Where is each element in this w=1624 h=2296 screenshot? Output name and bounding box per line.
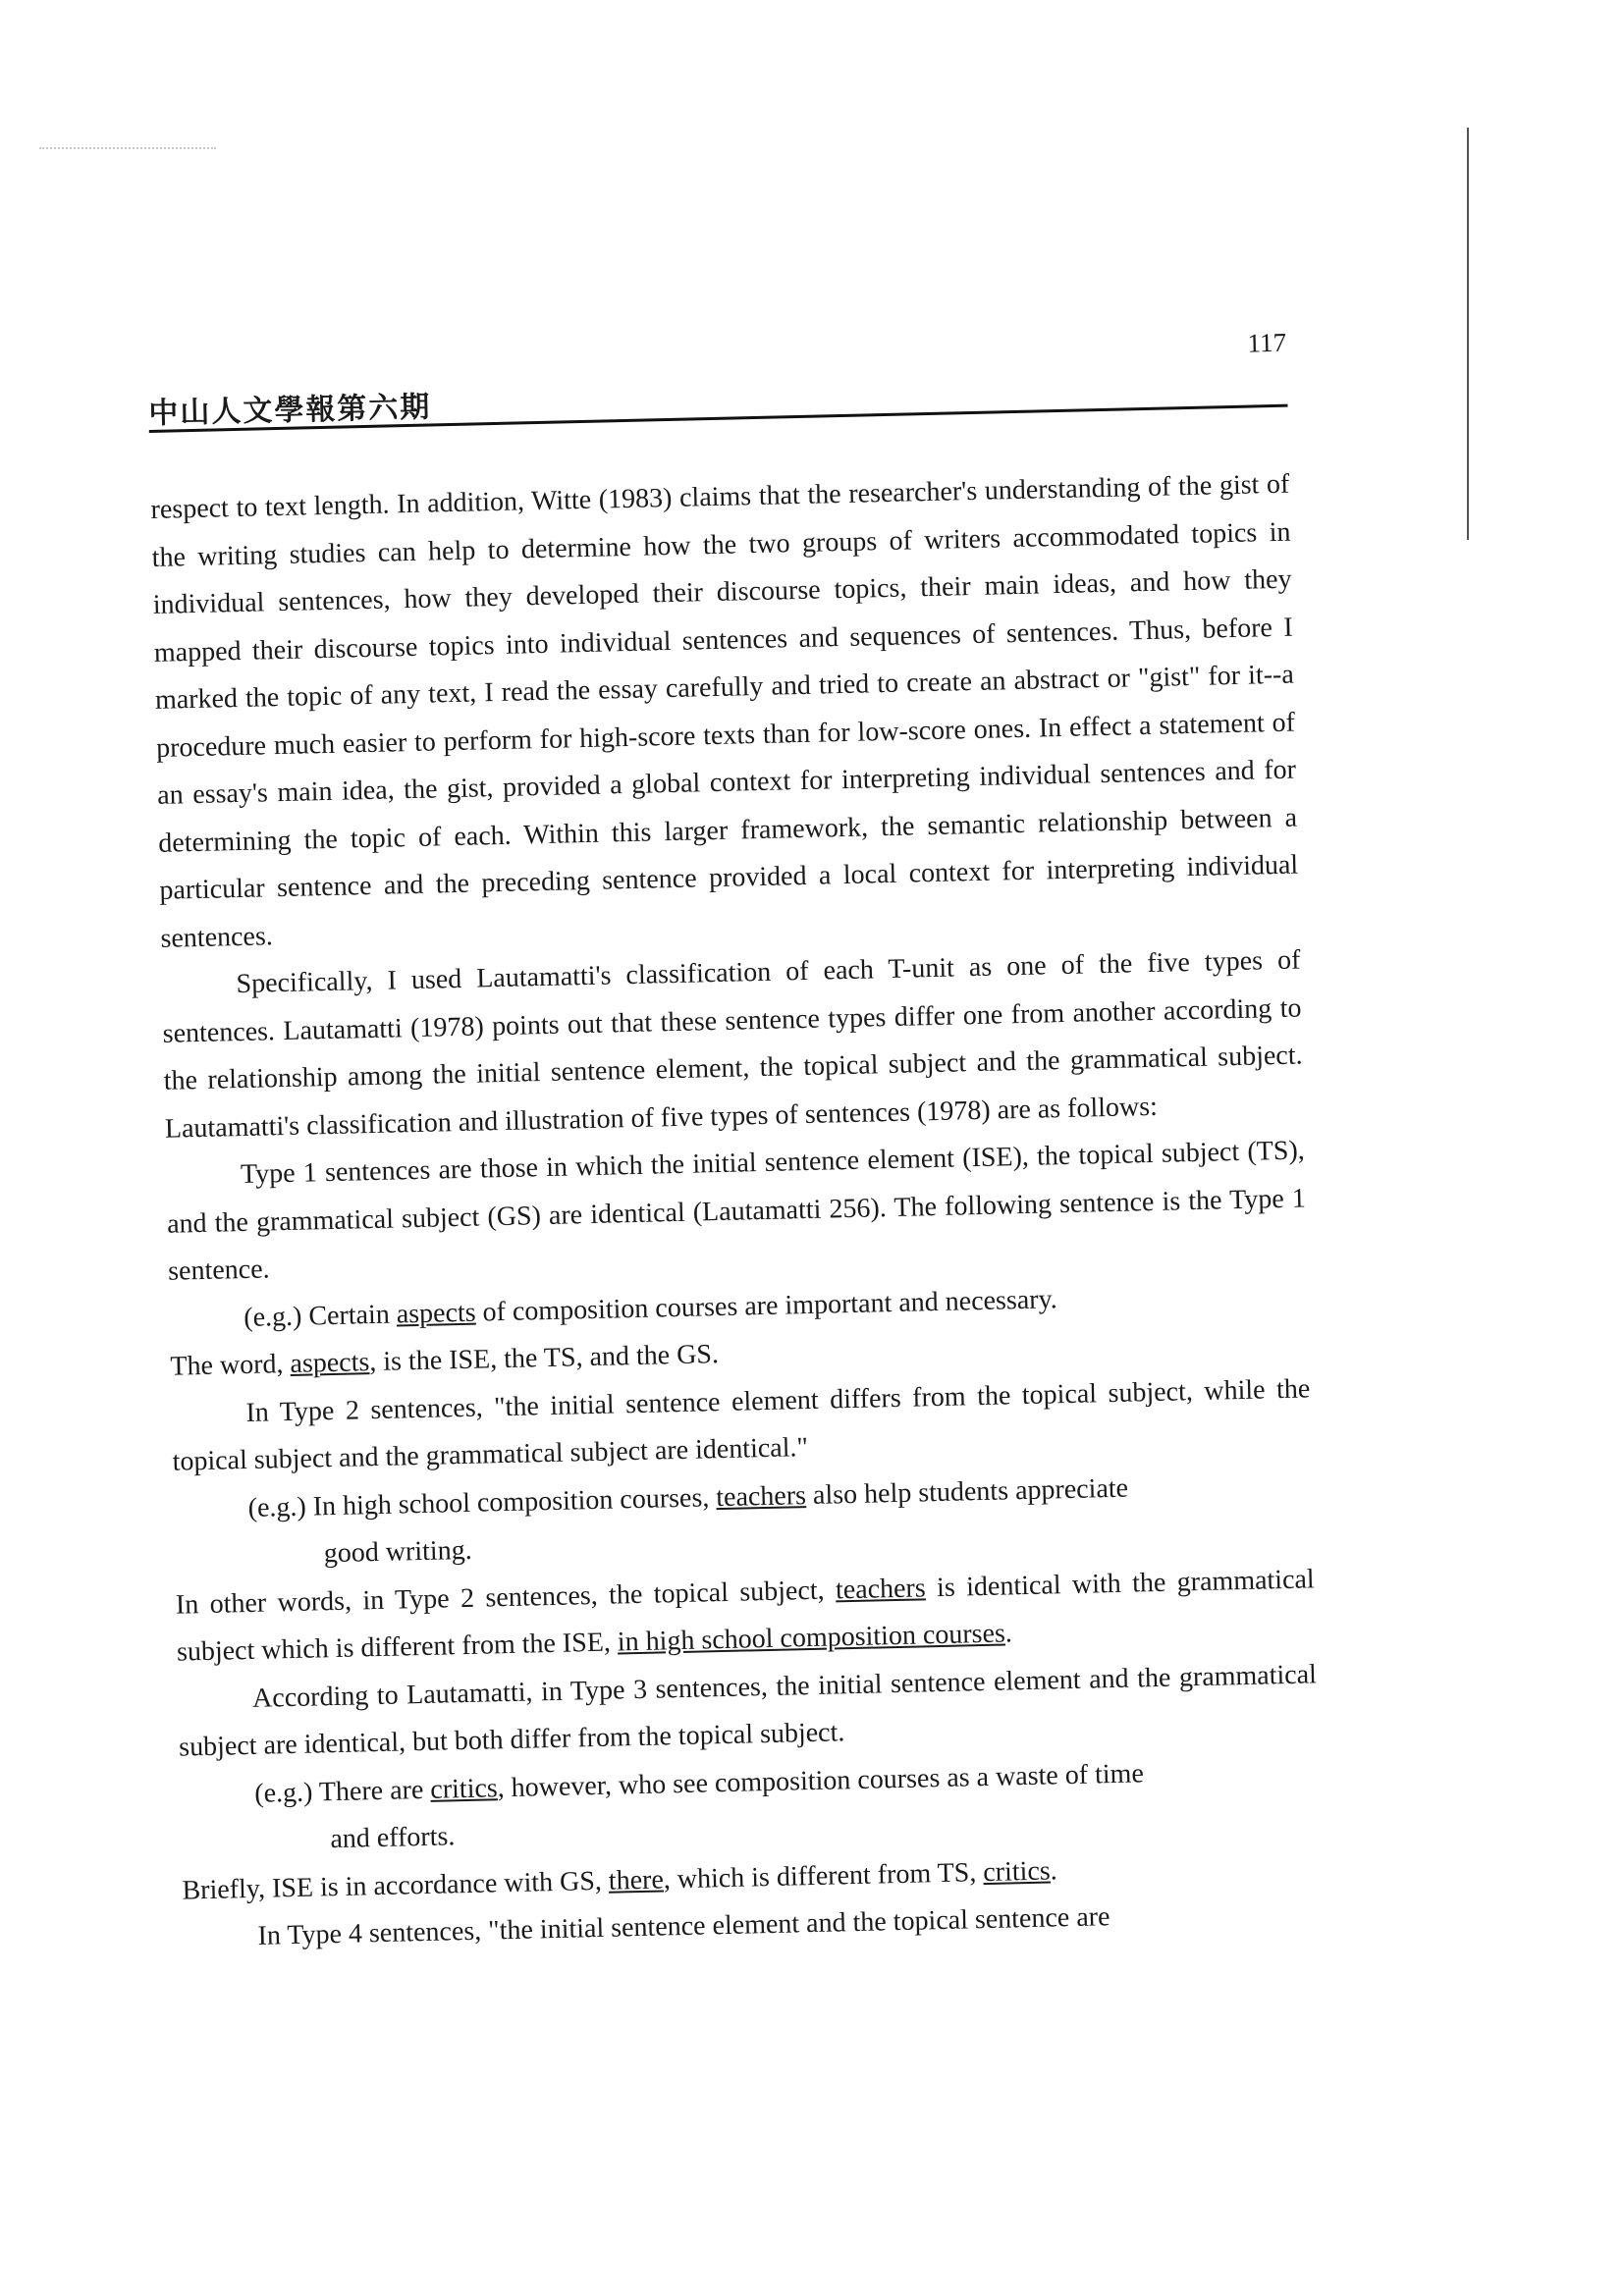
paragraph-text: . bbox=[1004, 1618, 1013, 1649]
page-number: 117 bbox=[1247, 327, 1287, 358]
underlined-term: there bbox=[608, 1863, 665, 1896]
example-text: , however, who see composition courses as a waste of time bbox=[497, 1757, 1145, 1803]
paragraph: In Type 4 sentences, "the initial sentence element and the topical sentence are bbox=[257, 1901, 1110, 1951]
underlined-term: aspects bbox=[290, 1347, 370, 1379]
paragraph-text: In other words, in Type 2 sentences, the topical subject, bbox=[175, 1574, 837, 1621]
underlined-term: in high school composition courses bbox=[617, 1618, 1006, 1658]
scan-margin-line bbox=[1467, 128, 1469, 540]
paragraph-text: , is the ISE, the TS, and the GS. bbox=[368, 1339, 720, 1378]
underlined-term: critics bbox=[982, 1855, 1052, 1888]
paragraph: Specifically, I used Lautamatti's classification of each T-unit as one of the five types of sentences. Lautamatti (1978) points out that these sentence types differ one from another according to the relationship among the initial sentence element, the topical subject and the grammatical subject. Lautamatti's classification and illustration of five types of sentences (1978) are as follows: bbox=[162, 944, 1303, 1145]
paragraph-text: is identical with the grammatical subject which is different from the ISE, bbox=[176, 1563, 1315, 1668]
underlined-term: teachers bbox=[835, 1572, 927, 1605]
document-page bbox=[147, 328, 1323, 1962]
paragraph-text: . bbox=[1050, 1854, 1058, 1887]
example-text: of composition courses are important and necessary. bbox=[475, 1283, 1058, 1328]
underlined-term: aspects bbox=[396, 1297, 476, 1329]
scan-noise bbox=[39, 147, 216, 151]
paragraph: respect to text length. In addition, Witte (1983) claims that the researcher's understanding of the gist of the writing studies can help to determine how the two groups of writers accommodated topics in individual sentences, how they developed their discourse topics, their main ideas, and how they mapped their discourse topics into individual sentences and sequences of sentences. Thus, before I marked the topic of any text, I read the essay carefully and tried to create an abstract or "gist" for it--a procedure much easier to perform for high-score texts than for low-score ones. In effect a statement of an essay's main idea, the gist, provided a global context for interpreting individual sentences and for determining the topic of each. Within this larger framework, the semantic relationship between a particular sentence and the preceding sentence provided a local context for interpreting individual sentences. bbox=[150, 468, 1299, 954]
paragraph-text: Briefly, ISE is in accordance with GS, bbox=[182, 1865, 610, 1906]
underlined-term: teachers bbox=[715, 1479, 807, 1513]
example-continuation: good writing. bbox=[323, 1534, 472, 1570]
paragraph-text: The word, bbox=[170, 1348, 291, 1382]
paragraph: In Type 2 sentences, "the initial sentence element differs from the topical subject, while the topical subject and the grammatical subject are identical." bbox=[172, 1372, 1311, 1477]
paragraph: Type 1 sentences are those in which the initial sentence element (ISE), the topical subject (TS), and the grammatical subject (GS) are identical (Lautamatti 256). The following sentence is the Type 1 sentence. bbox=[166, 1135, 1307, 1287]
example-text: (e.g.) Certain bbox=[243, 1298, 398, 1333]
journal-title: 中山人文學報第六期 bbox=[147, 390, 432, 431]
example-continuation: and efforts. bbox=[330, 1821, 456, 1855]
running-header bbox=[147, 328, 1288, 432]
example-text: also help students appreciate bbox=[805, 1472, 1129, 1511]
underlined-term: critics bbox=[429, 1772, 499, 1805]
paragraph: According to Lautamatti, in Type 3 sentences, the initial sentence element and the grammatical subject are identical, but both differ from the topical subject. bbox=[178, 1658, 1318, 1763]
paragraph-text: , which is different from TS, bbox=[663, 1856, 984, 1895]
example-text: (e.g.) In high school composition courses, bbox=[247, 1481, 717, 1523]
example-text: (e.g.) There are bbox=[253, 1774, 431, 1809]
body-text bbox=[150, 461, 1323, 1962]
